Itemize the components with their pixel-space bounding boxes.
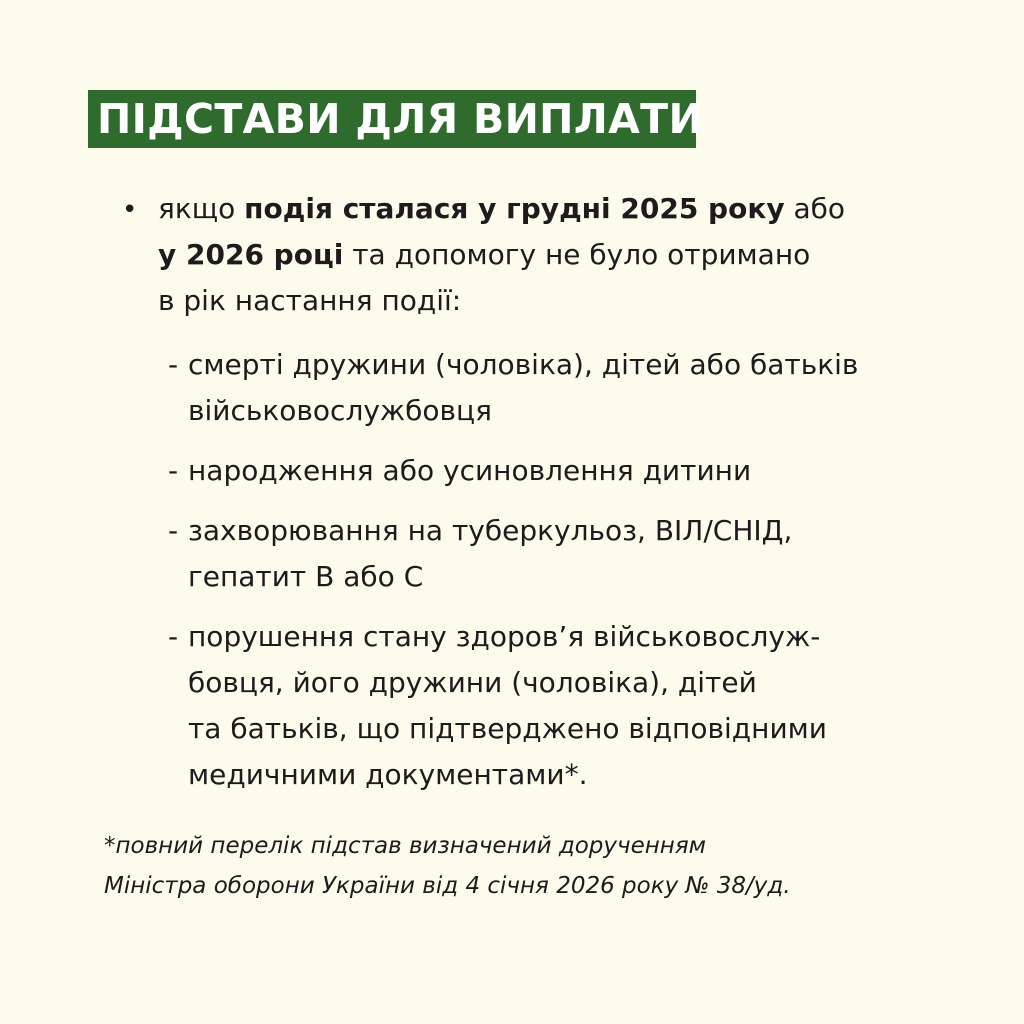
- item-line: [168, 614, 968, 660]
- footnote-line-1: *повний перелік підстав визначений дорученням: [104, 833, 707, 859]
- list-item: [168, 614, 968, 798]
- list-item: [168, 508, 968, 600]
- item-line: [168, 508, 968, 554]
- item-line: гепатит В або С: [188, 560, 424, 593]
- list-item: [168, 448, 968, 494]
- intro-line-1: [122, 186, 922, 232]
- item-text: порушення стану здоров’я військовослуж-: [188, 620, 821, 653]
- item-line: [168, 448, 968, 494]
- bullet-icon: •: [122, 195, 138, 225]
- item-text: народження або усиновлення дитини: [188, 454, 752, 487]
- intro-bold-text: подія сталася у грудні 2025 року: [244, 192, 785, 225]
- dash-marker: -: [168, 454, 179, 487]
- intro-text: та допомогу не було отримано: [343, 238, 811, 271]
- intro-text: якщо: [158, 192, 245, 225]
- item-text: смерті дружини (чоловіка), дітей або батьків: [188, 348, 859, 381]
- intro-paragraph: [122, 186, 922, 324]
- item-line: та батьків, що підтверджено відповідними: [188, 712, 827, 745]
- item-line: [168, 342, 968, 388]
- intro-line-2: [122, 232, 922, 278]
- intro-text: або: [784, 192, 846, 225]
- item-line: бовця, його дружини (чоловіка), дітей: [188, 666, 757, 699]
- item-text: захворювання на туберкульоз, ВІЛ/СНІД,: [188, 514, 793, 547]
- item-line: медичними документами*.: [188, 758, 588, 791]
- dash-marker: -: [168, 514, 179, 547]
- footnote-line-2: Міністра оборони України від 4 січня 2026 року № 38/уд.: [104, 873, 791, 899]
- item-line: військовослужбовця: [188, 394, 492, 427]
- intro-line-3: в рік настання події:: [158, 284, 462, 317]
- list-item: [168, 342, 968, 434]
- footnote: [104, 826, 984, 906]
- page-title: ПІДСТАВИ ДЛЯ ВИПЛАТИ: [88, 90, 696, 148]
- intro-bold-text: у 2026 році: [158, 238, 344, 271]
- dash-marker: -: [168, 348, 179, 381]
- conditions-list: [168, 342, 968, 812]
- dash-marker: -: [168, 620, 179, 653]
